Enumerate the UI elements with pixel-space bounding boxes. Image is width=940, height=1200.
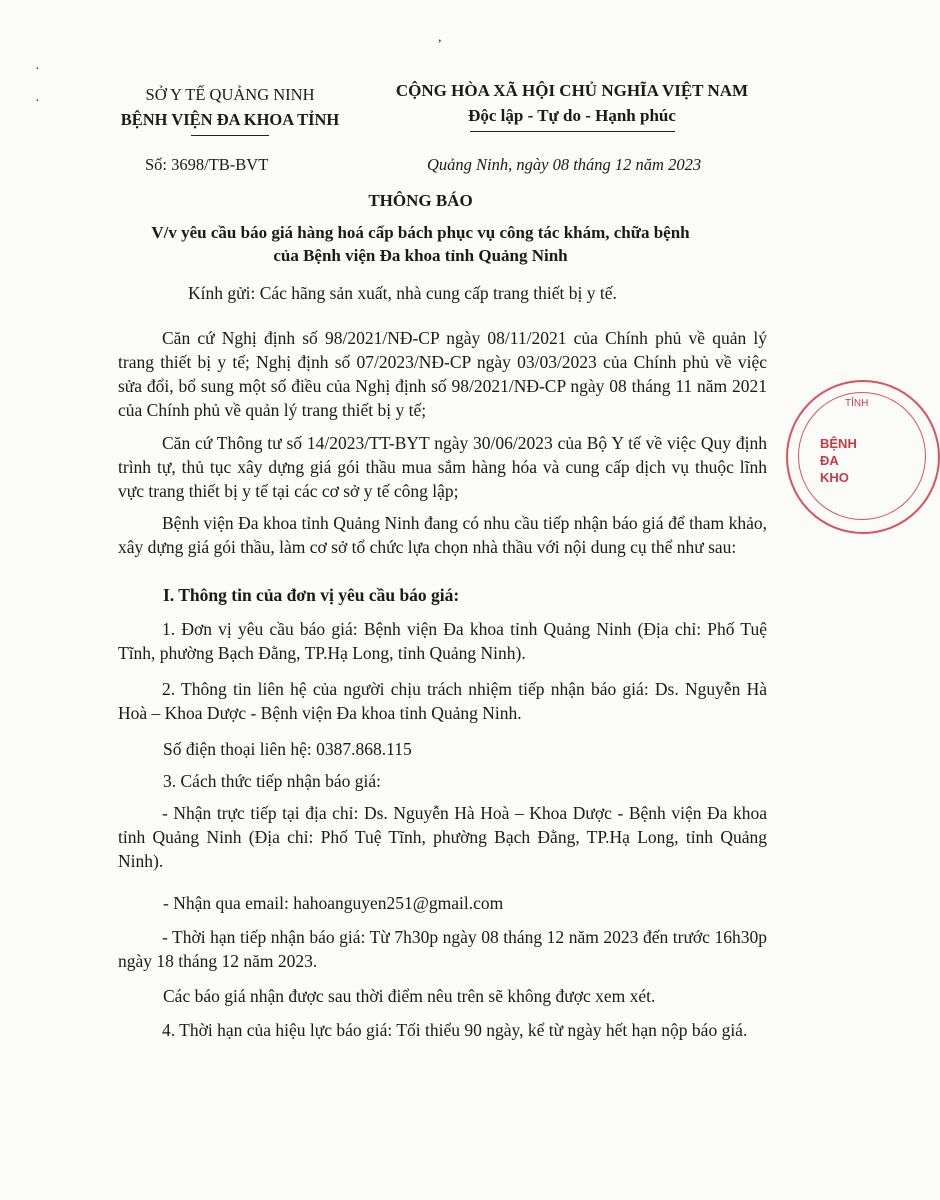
document-subject (0, 221, 841, 267)
contact-phone: Số điện thoại liên hệ: 0387.868.115 (163, 739, 412, 759)
motto-underline (470, 131, 675, 132)
section-heading: I. Thông tin của đơn vị yêu cầu báo giá: (163, 585, 460, 605)
deadline-item: - Thời hạn tiếp nhận báo giá: Từ 7h30p ngày 08 tháng 12 năm 2023 đến trước 16h30p ngày 18 tháng 12 năm 2023. (118, 927, 767, 971)
seal-text (820, 435, 857, 486)
hospital-name: BỆNH VIỆN ĐA KHOA TỈNH (120, 110, 340, 129)
validity-item: 4. Thời hạn của hiệu lực báo giá: Tối thiểu 90 ngày, kể từ ngày hết hạn nộp báo giá. (162, 1020, 748, 1040)
country-name: CỘNG HÒA XÃ HỘI CHỦ NGHĨA VIỆT NAM (395, 81, 749, 100)
seal-text-line-1: BỆNH (820, 436, 857, 451)
recipient-line: Kính gửi: Các hãng sản xuất, nhà cung cấp trang thiết bị y tế. (188, 283, 617, 303)
direct-delivery-item: - Nhận trực tiếp tại địa chỉ: Ds. Nguyễn Hà Hoà – Khoa Dược - Bệnh viện Đa khoa tỉnh Quảng Ninh (Địa chỉ: Phố Tuệ Tĩnh, phường Bạch Đằng, TP.Hạ Long, tỉnh Quảng Ninh). (118, 803, 767, 871)
legal-basis-paragraph-1: Căn cứ Nghị định số 98/2021/NĐ-CP ngày 08/11/2021 của Chính phủ về quản lý trang thiết bị y tế; Nghị định số 07/2023/NĐ-CP ngày 03/03/2023 của Chính phủ về việc sửa đổi, bổ sung một số điều của Nghị định số 98/2021/NĐ-CP ngày 08 tháng 11 năm 2021 của Chính phủ về quản lý trang thiết bị y tế; (118, 328, 767, 420)
motto: Độc lập - Tự do - Hạnh phúc (468, 106, 676, 125)
document-number: Số: 3698/TB-BVT (145, 155, 269, 174)
legal-basis-paragraph-2: Căn cứ Thông tư số 14/2023/TT-BYT ngày 30/06/2023 của Bộ Y tế về việc Quy định trình tự, thủ tục xây dựng giá gói thầu mua sắm hàng hóa và cung cấp dịch vụ thuộc lĩnh vực trang thiết bị y tế tại các cơ sở y tế công lập; (118, 433, 767, 501)
seal-text-line-2: ĐA KHO (820, 453, 849, 485)
seal-inner-ring (798, 392, 926, 520)
document-title: THÔNG BÁO (368, 191, 473, 210)
issuing-agency-block (80, 82, 380, 136)
contact-person-item: 2. Thông tin liên hệ của người chịu trách nhiệm tiếp nhận báo giá: Ds. Nguyễn Hà Hoà – Khoa Dược - Bệnh viện Đa khoa tỉnh Quảng Ninh. (118, 679, 767, 723)
subject-line-1: V/v yêu cầu báo giá hàng hoá cấp bách phục vụ công tác khám, chữa bệnh (151, 223, 690, 242)
late-submission-note: Các báo giá nhận được sau thời điểm nêu trên sẽ không được xem xét. (163, 986, 656, 1006)
agency-underline (191, 135, 269, 136)
email-item: - Nhận qua email: hahoanguyen251@gmail.com (163, 893, 504, 913)
scan-mark: · (35, 62, 40, 77)
requesting-unit-item: 1. Đơn vị yêu cầu báo giá: Bệnh viện Đa khoa tỉnh Quảng Ninh (Địa chỉ: Phố Tuệ Tĩnh, phường Bạch Đằng, TP.Hạ Long, tỉnh Quảng Ninh). (118, 619, 767, 663)
national-heading-block (372, 78, 772, 132)
scan-mark: , (438, 30, 442, 45)
subject-line-2: của Bệnh viện Đa khoa tỉnh Quảng Ninh (273, 246, 568, 265)
receiving-method-heading: 3. Cách thức tiếp nhận báo giá: (163, 771, 381, 791)
scan-mark: · (35, 94, 40, 109)
agency-name: SỞ Y TẾ QUẢNG NINH (145, 85, 315, 104)
purpose-paragraph: Bệnh viện Đa khoa tỉnh Quảng Ninh đang có nhu cầu tiếp nhận báo giá để tham khảo, xây dựng giá gói thầu, làm cơ sở tổ chức lựa chọn nhà thầu với nội dung cụ thể như sau: (118, 513, 767, 557)
place-date: Quảng Ninh, ngày 08 tháng 12 năm 2023 (427, 155, 702, 174)
seal-arc-text: TỈNH (845, 398, 869, 409)
